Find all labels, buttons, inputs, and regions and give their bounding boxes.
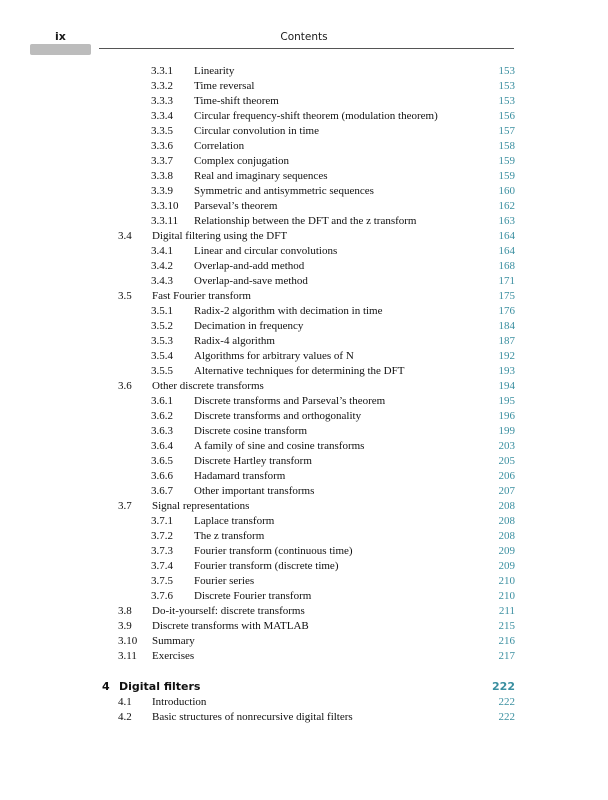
toc-entry-page: 199 [498,425,515,437]
toc-entry-title: Parseval’s theorem [194,200,278,212]
toc-subsection-entry[interactable] [0,365,608,380]
running-title: Contents [280,31,328,43]
toc-entry-title: Linear and circular convolutions [194,245,338,257]
toc-subsection-entry[interactable] [0,200,608,215]
toc-entry-number: 3.3.5 [151,125,173,137]
toc-entry-number: 3.3.11 [151,215,179,227]
toc-entry-page: 153 [498,65,515,77]
toc-entry-page: 156 [498,110,515,122]
toc-entry-page: 164 [498,245,515,257]
toc-subsection-entry[interactable] [0,395,608,410]
toc-subsection-entry[interactable] [0,110,608,125]
toc-entry-number: 3.5 [118,290,132,302]
toc-entry-title: Other discrete transforms [152,380,264,392]
toc-entry-number: 3.3.8 [151,170,173,182]
chapter-gap [0,665,608,680]
toc-subsection-entry[interactable] [0,95,608,110]
toc-entry-page: 222 [498,696,515,708]
toc-subsection-entry[interactable] [0,215,608,230]
toc-entry-page: 216 [498,635,515,647]
toc-entry-page: 215 [498,620,515,632]
toc-entry-number: 4.2 [118,711,132,723]
toc-entry-title: Digital filters [119,680,201,693]
toc-entry-title: Introduction [152,696,207,708]
toc-entry-number: 3.7.5 [151,575,173,587]
toc-entry-number: 3.11 [118,650,137,662]
toc-subsection-entry[interactable] [0,410,608,425]
toc-entry-number: 3.5.5 [151,365,173,377]
toc-entry-page: 195 [498,395,515,407]
toc-chapter-entry[interactable] [0,680,608,696]
toc-entry-number: 3.5.2 [151,320,173,332]
toc-entry-page: 184 [498,320,515,332]
toc-entry-page: 205 [498,455,515,467]
toc-subsection-entry[interactable] [0,170,608,185]
toc-section-entry[interactable] [0,711,608,726]
toc-entry-title: The z transform [194,530,265,542]
toc-entry-number: 3.3.7 [151,155,173,167]
toc-entry-page: 163 [498,215,515,227]
toc-subsection-entry[interactable] [0,80,608,95]
toc-subsection-entry[interactable] [0,470,608,485]
toc-subsection-entry[interactable] [0,545,608,560]
toc-subsection-entry[interactable] [0,125,608,140]
toc-subsection-entry[interactable] [0,275,608,290]
table-of-contents [0,65,608,726]
toc-entry-page: 194 [498,380,515,392]
toc-entry-title: Circular convolution in time [194,125,319,137]
toc-entry-title: Overlap-and-save method [194,275,308,287]
toc-entry-page: 153 [498,95,515,107]
toc-entry-number: 3.7.2 [151,530,173,542]
toc-subsection-entry[interactable] [0,140,608,155]
toc-subsection-entry[interactable] [0,440,608,455]
toc-entry-number: 4.1 [118,696,132,708]
toc-entry-title: Real and imaginary sequences [194,170,328,182]
toc-entry-number: 3.4 [118,230,132,242]
toc-entry-title: Digital filtering using the DFT [152,230,288,242]
toc-entry-page: 160 [498,185,515,197]
toc-entry-number: 3.6.1 [151,395,173,407]
toc-subsection-entry[interactable] [0,575,608,590]
toc-entry-page: 207 [498,485,515,497]
toc-entry-page: 217 [498,650,515,662]
toc-entry-page: 210 [498,575,515,587]
toc-entry-page: 211 [498,605,515,617]
toc-entry-number: 3.3.10 [151,200,179,212]
toc-entry-number: 3.6.7 [151,485,173,497]
toc-entry-title: Fourier series [194,575,255,587]
toc-entry-number: 3.10 [118,635,138,647]
toc-entry-page: 171 [498,275,515,287]
toc-entry-title: Complex conjugation [194,155,290,167]
toc-entry-title: Discrete Fourier transform [194,590,312,602]
toc-subsection-entry[interactable] [0,335,608,350]
toc-entry-number: 3.5.4 [151,350,173,362]
toc-entry-title: Discrete Hartley transform [194,455,312,467]
toc-subsection-entry[interactable] [0,260,608,275]
toc-section-entry[interactable] [0,635,608,650]
toc-entry-number: 3.6 [118,380,132,392]
toc-entry-title: Discrete cosine transform [194,425,308,437]
toc-subsection-entry[interactable] [0,485,608,500]
toc-subsection-entry[interactable] [0,185,608,200]
toc-subsection-entry[interactable] [0,515,608,530]
toc-entry-title: Algorithms for arbitrary values of N [194,350,354,362]
toc-section-entry[interactable] [0,500,608,515]
toc-entry-title: Linearity [194,65,235,77]
toc-entry-number: 3.3.4 [151,110,173,122]
toc-entry-title: Alternative techniques for determining the DFT [194,365,405,377]
toc-entry-number: 3.7 [118,500,132,512]
toc-entry-number: 3.6.2 [151,410,173,422]
toc-subsection-entry[interactable] [0,455,608,470]
toc-section-entry[interactable] [0,696,608,711]
toc-entry-title: Decimation in frequency [194,320,304,332]
toc-entry-page: 187 [498,335,515,347]
toc-entry-number: 3.7.6 [151,590,173,602]
toc-entry-title: Radix-4 algorithm [194,335,275,347]
toc-entry-page: 176 [498,305,515,317]
toc-entry-page: 157 [498,125,515,137]
toc-subsection-entry[interactable] [0,320,608,335]
toc-entry-title: Overlap-and-add method [194,260,305,272]
toc-entry-number: 3.4.2 [151,260,173,272]
toc-entry-title: Radix-2 algorithm with decimation in time [194,305,383,317]
toc-entry-page: 196 [498,410,515,422]
toc-section-entry[interactable] [0,650,608,665]
toc-entry-page: 153 [498,80,515,92]
toc-entry-title: Symmetric and antisymmetric sequences [194,185,374,197]
toc-subsection-entry[interactable] [0,590,608,605]
toc-entry-number: 3.6.3 [151,425,173,437]
toc-entry-number: 3.6.5 [151,455,173,467]
toc-entry-title: Do-it-yourself: discrete transforms [152,605,305,617]
toc-entry-title: A family of sine and cosine transforms [194,440,365,452]
toc-section-entry[interactable] [0,230,608,245]
toc-entry-page: 192 [498,350,515,362]
toc-entry-title: Discrete transforms and Parseval’s theorem [194,395,386,407]
toc-entry-page: 209 [498,560,515,572]
toc-entry-page: 159 [498,170,515,182]
toc-entry-page: 193 [498,365,515,377]
toc-section-entry[interactable] [0,290,608,305]
toc-entry-number: 3.5.3 [151,335,173,347]
toc-entry-title: Fast Fourier transform [152,290,251,302]
toc-entry-title: Summary [152,635,195,647]
page-number: ix [55,30,66,43]
page-edge-tab [30,44,91,55]
toc-entry-number: 3.6.6 [151,470,173,482]
toc-entry-title: Time-shift theorem [194,95,279,107]
toc-subsection-entry[interactable] [0,245,608,260]
toc-entry-page: 164 [498,230,515,242]
toc-entry-number: 3.3.1 [151,65,173,77]
toc-entry-page: 162 [498,200,515,212]
toc-entry-title: Exercises [152,650,195,662]
toc-entry-number: 3.8 [118,605,132,617]
toc-entry-page: 168 [498,260,515,272]
toc-entry-title: Other important transforms [194,485,315,497]
toc-entry-number: 3.3.2 [151,80,173,92]
toc-entry-title: Correlation [194,140,245,152]
toc-entry-page: 159 [498,155,515,167]
toc-entry-title: Fourier transform (discrete time) [194,560,339,572]
toc-subsection-entry[interactable] [0,305,608,320]
toc-entry-title: Discrete transforms with MATLAB [152,620,309,632]
toc-entry-page: 208 [498,530,515,542]
toc-entry-number: 4 [102,680,110,693]
toc-entry-number: 3.7.3 [151,545,173,557]
toc-entry-page: 175 [498,290,515,302]
toc-entry-page: 158 [498,140,515,152]
toc-entry-number: 3.3.9 [151,185,173,197]
toc-entry-number: 3.4.3 [151,275,173,287]
toc-entry-title: Relationship between the DFT and the z transform [194,215,417,227]
toc-entry-number: 3.4.1 [151,245,173,257]
toc-entry-number: 3.7.4 [151,560,173,572]
toc-entry-title: Laplace transform [194,515,275,527]
toc-entry-number: 3.3.3 [151,95,173,107]
toc-entry-number: 3.7.1 [151,515,173,527]
toc-subsection-entry[interactable] [0,350,608,365]
toc-entry-number: 3.3.6 [151,140,173,152]
toc-entry-number: 3.9 [118,620,132,632]
toc-entry-title: Discrete transforms and orthogonality [194,410,362,422]
toc-entry-page: 222 [498,711,515,723]
toc-section-entry[interactable] [0,620,608,635]
toc-subsection-entry[interactable] [0,65,608,80]
toc-entry-number: 3.6.4 [151,440,173,452]
toc-entry-title: Circular frequency-shift theorem (modulation theorem) [194,110,438,122]
toc-entry-page: 203 [498,440,515,452]
toc-entry-page: 208 [498,515,515,527]
toc-entry-title: Fourier transform (continuous time) [194,545,353,557]
toc-subsection-entry[interactable] [0,425,608,440]
toc-subsection-entry[interactable] [0,155,608,170]
toc-entry-page: 206 [498,470,515,482]
toc-entry-page: 210 [498,590,515,602]
toc-entry-number: 3.5.1 [151,305,173,317]
toc-subsection-entry[interactable] [0,530,608,545]
header-rule [99,48,514,49]
toc-entry-page: 209 [498,545,515,557]
toc-section-entry[interactable] [0,605,608,620]
toc-entry-page: 208 [498,500,515,512]
toc-entry-title: Signal representations [152,500,250,512]
toc-entry-page: 222 [492,680,515,693]
toc-section-entry[interactable] [0,380,608,395]
toc-entry-title: Basic structures of nonrecursive digital filters [152,711,353,723]
toc-subsection-entry[interactable] [0,560,608,575]
toc-entry-title: Hadamard transform [194,470,286,482]
toc-entry-title: Time reversal [194,80,255,92]
